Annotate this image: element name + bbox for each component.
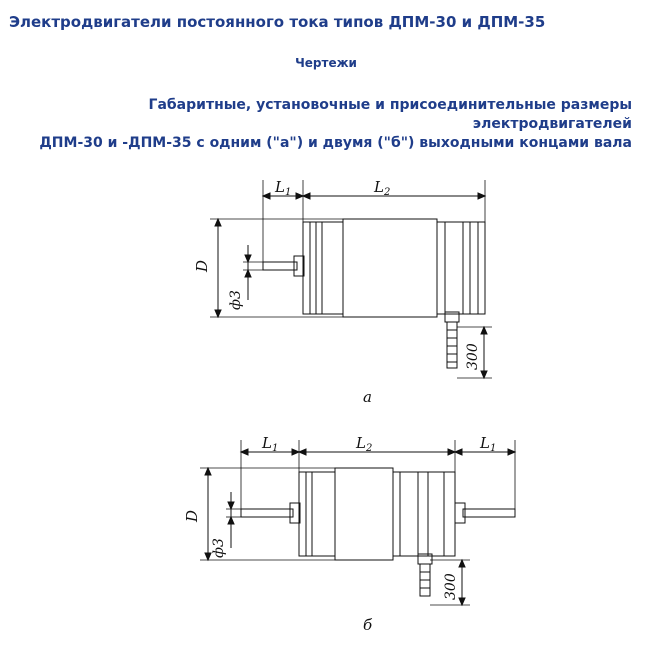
figure-b-rear-cap: [393, 472, 455, 556]
section-heading: Чертежи: [295, 56, 357, 70]
figure-a-cable: [447, 322, 457, 368]
figure-a-motor-body: [343, 219, 437, 317]
figure-a-l2-label: $L_2$: [374, 178, 391, 198]
figure-b-l1-left-label: $L_1$: [262, 434, 279, 454]
figure-b-l2-label: $L_2$: [356, 434, 373, 454]
figure-a-l1-label: $L_1$: [275, 178, 292, 198]
figure-a-d-label: D: [193, 259, 211, 272]
figure-b-l1-right-label: $L_1$: [480, 434, 497, 454]
figure-b-motor-body: [335, 468, 393, 560]
figure-a-front-flange: [303, 222, 343, 314]
figure-a-caption-letter: а: [363, 388, 372, 406]
figure-a-shaft: [263, 262, 297, 270]
figure-b-left-shaft: [241, 509, 293, 517]
figure-b-right-shaft: [463, 509, 515, 517]
figure-a-300-label: 300: [465, 343, 481, 370]
caption-line-1: Габаритные, установочные и присоединительные размеры электродвигателей: [148, 97, 632, 132]
figure-b-drawing: [200, 440, 515, 605]
figure-b-phi3-label: ф3: [211, 538, 227, 558]
figure-b-300-label: 300: [443, 573, 459, 600]
figure-b-front-flange: [299, 472, 335, 556]
figure-b-caption-letter: б: [363, 616, 373, 634]
figure-a-drawing: [210, 180, 492, 378]
figure-a-phi3-label: ф3: [228, 290, 244, 310]
caption-line-2: ДПМ-30 и -ДПМ-35 с одним ("а") и двумя ("б") выходными концами вала: [39, 135, 632, 151]
figure-b-d-label: D: [183, 509, 201, 522]
page-title: Электродвигатели постоянного тока типов ДПМ-30 и ДПМ-35: [9, 13, 546, 31]
